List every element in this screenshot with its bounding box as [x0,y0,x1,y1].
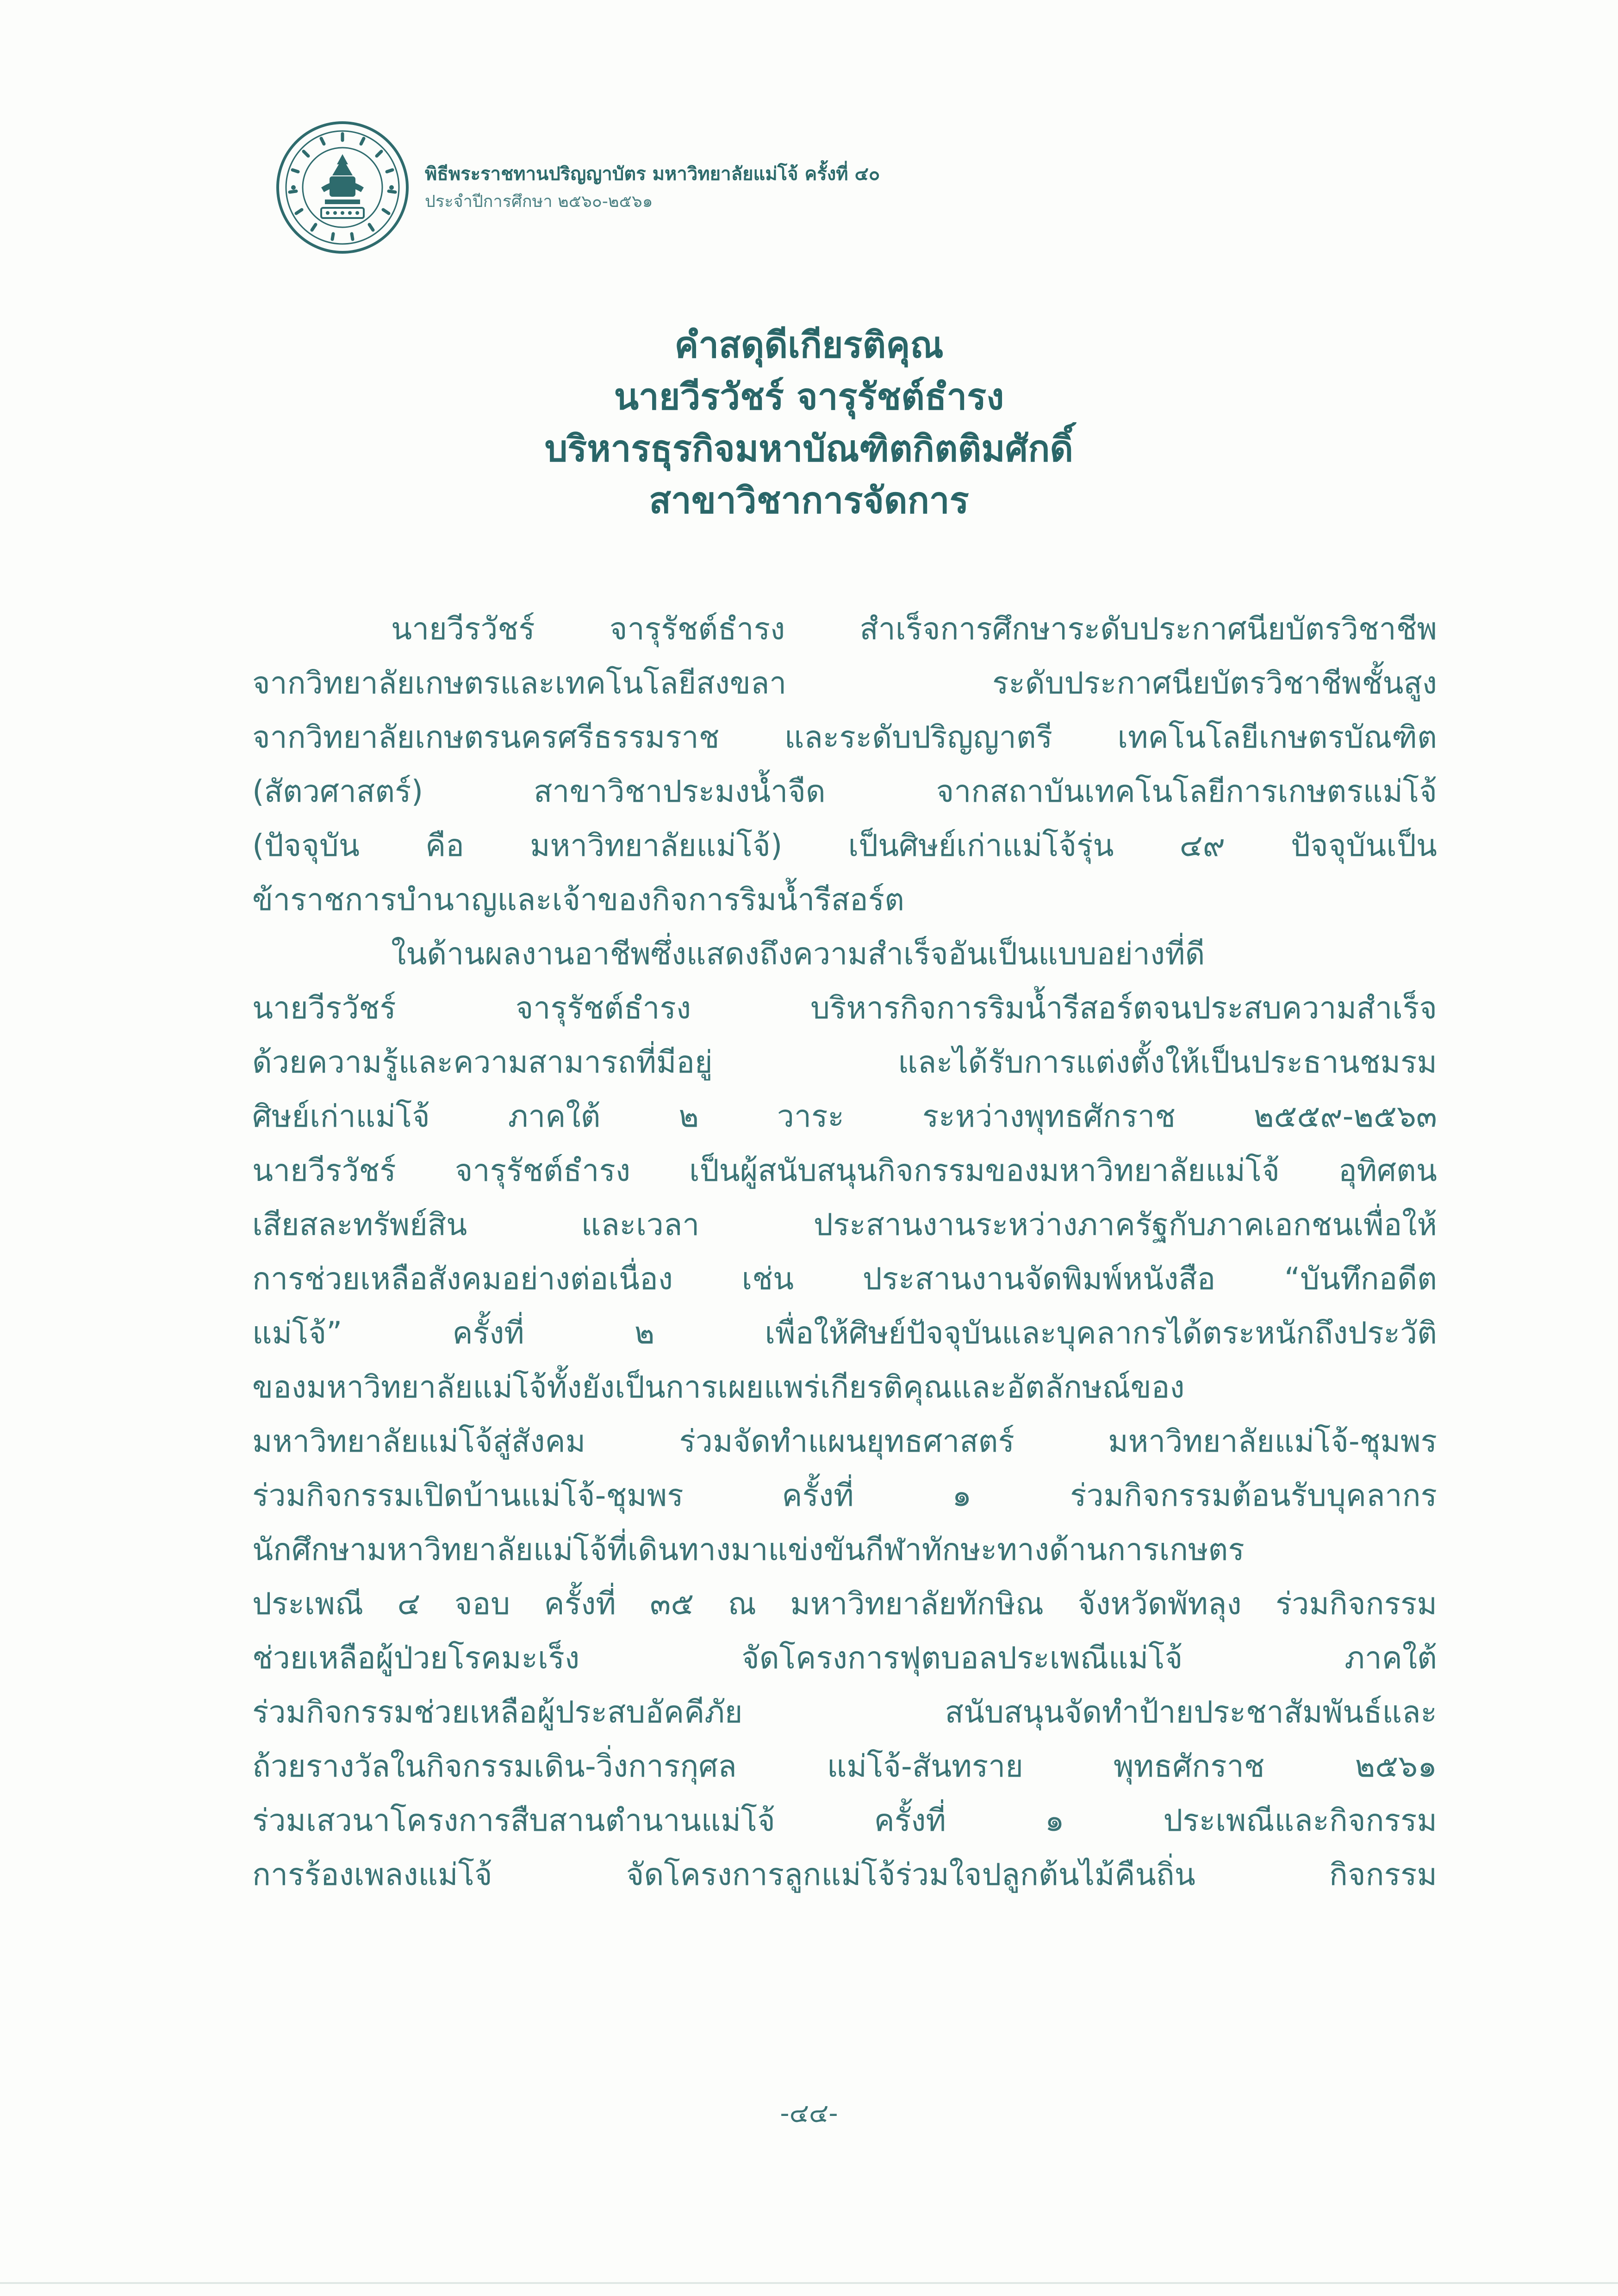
document-title: คำสดุดีเกียรติคุณ [674,324,944,366]
body-line: ด้วยความรู้และความสามารถที่มีอยู่ และได้รับการแต่งตั้งให้เป็นประธานชมรม [252,1044,1437,1080]
body-line: (ปัจจุบัน คือ มหาวิทยาลัยแม่โจ้) เป็นศิษย์เก่าแม่โจ้รุ่น ๔๙ ปัจจุบันเป็น [252,828,1437,863]
body-line: จากวิทยาลัยเกษตรนครศรีธรรมราช และระดับปริญญาตรี เทคโนโลยีเกษตรบัณฑิต [252,719,1437,755]
body-line: ในด้านผลงานอาชีพซึ่งแสดงถึงความสำเร็จอันเป็นแบบอย่างที่ดี [391,936,1205,972]
document-header [273,118,880,257]
citation-body [252,602,1437,1902]
page-number: -๔๔- [780,2098,838,2128]
body-line: (สัตวศาสตร์) สาขาวิชาประมงน้ำจืด จากสถาบันเทคโนโลยีการเกษตรแม่โจ้ [252,774,1437,809]
body-line: ช่วยเหลือผู้ป่วยโรคมะเร็ง จัดโครงการฟุตบอลประเพณีแม่โจ้ ภาคใต้ [252,1640,1437,1676]
degree-title: บริหารธุรกิจมหาบัณฑิตกิตติมศักดิ์ [544,428,1074,470]
body-line: นายวีรวัชร์ จารุรัชต์ธำรง เป็นผู้สนับสนุนกิจกรรมของมหาวิทยาลัยแม่โจ้ อุทิศตน [252,1153,1437,1188]
body-line: ประเพณี ๔ จอบ ครั้งที่ ๓๕ ณ มหาวิทยาลัยทักษิณ จังหวัดพัทลุง ร่วมกิจกรรม [252,1586,1437,1622]
field-of-study: สาขาวิชาการจัดการ [649,480,969,522]
body-line: ร่วมกิจกรรมช่วยเหลือผู้ประสบอัคคีภัย สนับสนุนจัดทำป้ายประชาสัมพันธ์และ [252,1694,1437,1730]
ceremony-title: พิธีพระราชทานปริญญาบัตร มหาวิทยาลัยแม่โจ้ ครั้งที่ ๔๐ [425,163,880,185]
university-seal-icon [273,118,412,257]
body-line: การช่วยเหลือสังคมอย่างต่อเนื่อง เช่น ประสานงานจัดพิมพ์หนังสือ “บันทึกอดีต [252,1261,1437,1297]
title-block [0,319,1618,527]
body-line: เสียสละทรัพย์สิน และเวลา ประสานงานระหว่างภาครัฐกับภาคเอกชนเพื่อให้ [252,1207,1437,1242]
body-line: นักศึกษามหาวิทยาลัยแม่โจ้ที่เดินทางมาแข่งขันกีฬาทักษะทางด้านการเกษตร [252,1532,1245,1567]
header-text [425,160,880,215]
body-line: การร้องเพลงแม่โจ้ จัดโครงการลูกแม่โจ้ร่วมใจปลูกต้นไม้คืนถิ่น กิจกรรม [252,1857,1437,1892]
body-line: มหาวิทยาลัยแม่โจ้สู่สังคม ร่วมจัดทำแผนยุทธศาสตร์ มหาวิทยาลัยแม่โจ้-ชุมพร [252,1423,1437,1459]
body-line: ร่วมกิจกรรมเปิดบ้านแม่โจ้-ชุมพร ครั้งที่ ๑ ร่วมกิจกรรมต้อนรับบุคลากร [252,1478,1437,1513]
body-line: จากวิทยาลัยเกษตรและเทคโนโลยีสงขลา ระดับประกาศนียบัตรวิชาชีพชั้นสูง [252,665,1437,701]
body-line: แม่โจ้” ครั้งที่ ๒ เพื่อให้ศิษย์ปัจจุบันและบุคลากรได้ตระหนักถึงประวัติ [252,1315,1437,1351]
body-line: ร่วมเสวนาโครงการสืบสานตำนานแม่โจ้ ครั้งที่ ๑ ประเพณีและกิจกรรม [252,1803,1437,1838]
body-line: ศิษย์เก่าแม่โจ้ ภาคใต้ ๒ วาระ ระหว่างพุทธศักราช ๒๕๕๙-๒๕๖๓ [252,1098,1437,1134]
honoree-name: นายวีรวัชร์ จารุรัชต์ธำรง [614,376,1004,418]
body-line: นายวีรวัชร์ จารุรัชต์ธำรง บริหารกิจการริมน้ำรีสอร์ตจนประสบความสำเร็จ [252,990,1437,1026]
body-line: ถ้วยรางวัลในกิจกรรมเดิน-วิ่งการกุศล แม่โจ้-สันทราย พุทธศักราช ๒๕๖๑ [252,1748,1437,1784]
academic-year: ประจำปีการศึกษา ๒๕๖๐-๒๕๖๑ [425,192,653,211]
body-line: นายวีรวัชร์ จารุรัชต์ธำรง สำเร็จการศึกษาระดับประกาศนียบัตรวิชาชีพ [391,611,1437,647]
page-bottom-edge [0,2282,1618,2284]
body-line: ข้าราชการบำนาญและเจ้าของกิจการริมน้ำรีสอร์ต [252,882,904,917]
body-line: ของมหาวิทยาลัยแม่โจ้ทั้งยังเป็นการเผยแพร่เกียรติคุณและอัตลักษณ์ของ [252,1369,1185,1405]
